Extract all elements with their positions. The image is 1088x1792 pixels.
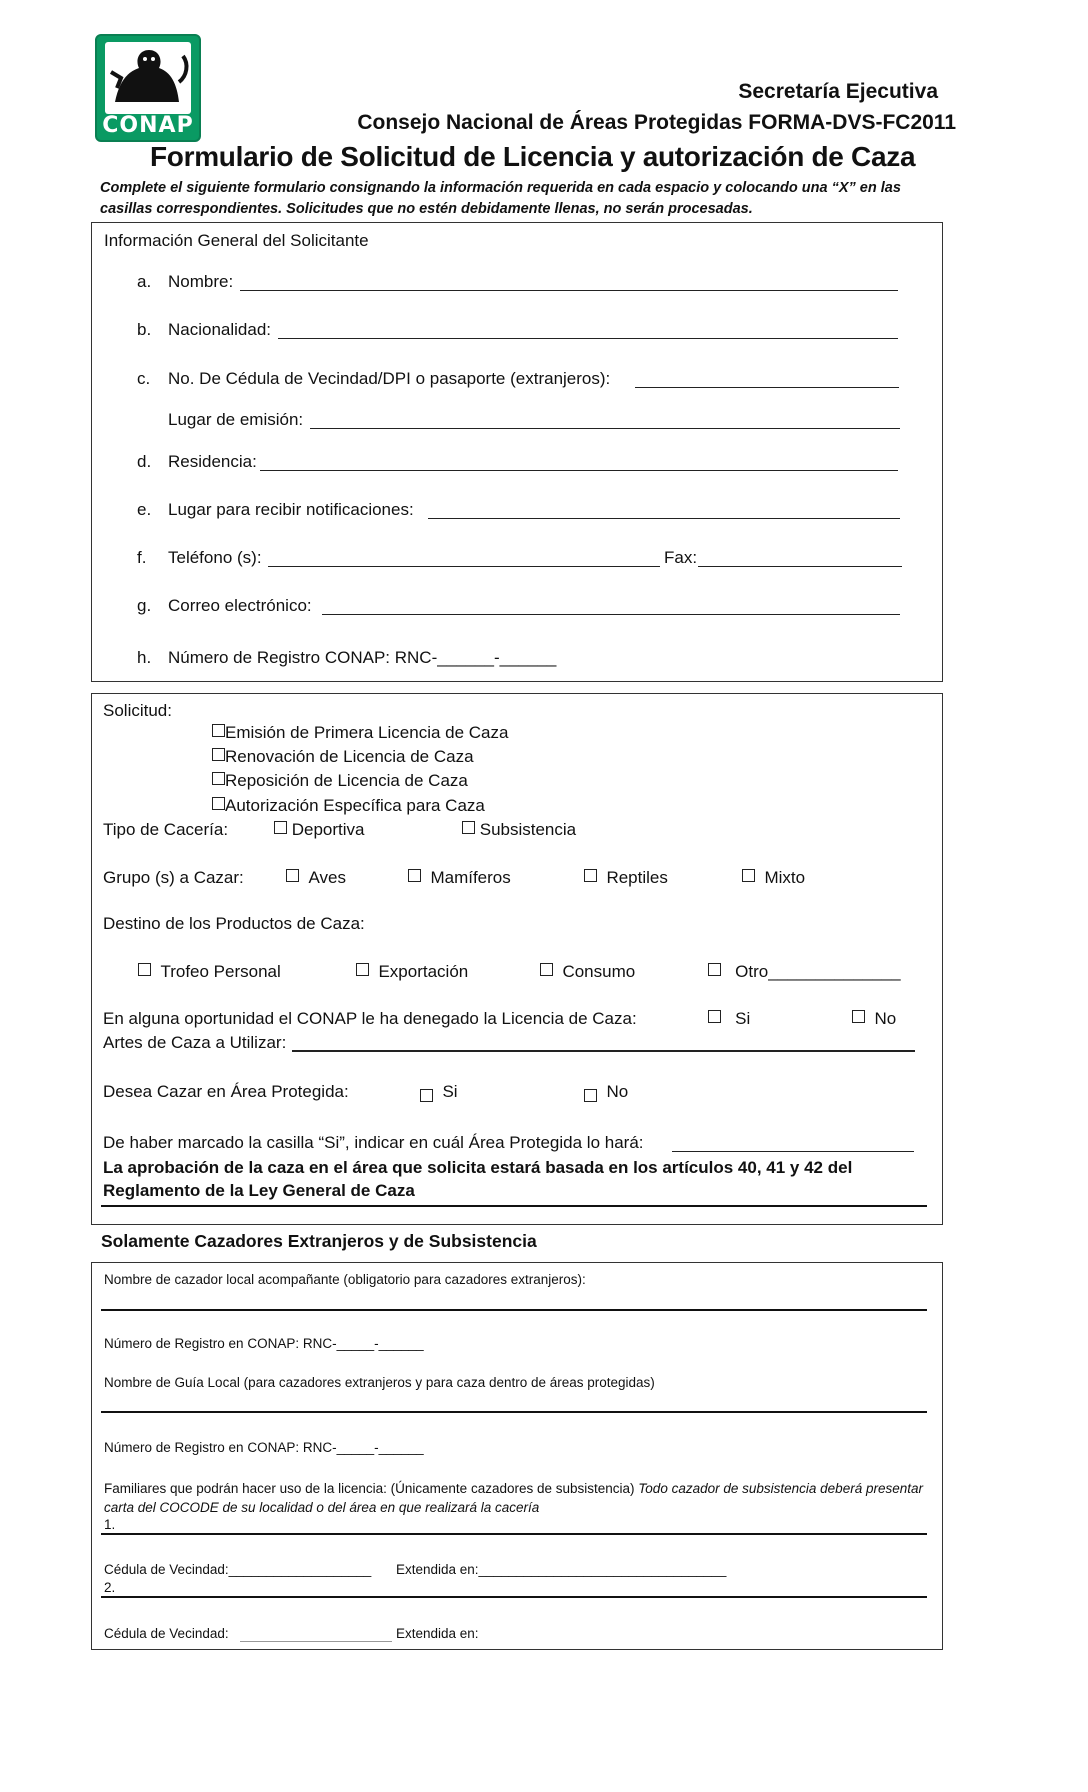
conap-logo xyxy=(95,34,201,142)
lugar-emision-label: Lugar de emisión: xyxy=(168,410,304,429)
aprobacion-note: La aprobación de la caza en el área que solicita estará basada en los artículos 40, 41 y 42 del Reglamento de la Ley General de Caza xyxy=(103,1158,853,1200)
item-a-letter: a. xyxy=(137,272,152,291)
familiares-paragraph xyxy=(104,1479,934,1517)
artes-caza-label: Artes de Caza a Utilizar: xyxy=(103,1033,287,1052)
telefono-label: Teléfono (s): xyxy=(168,548,262,567)
area-protegida-label: Desea Cazar en Área Protegida: xyxy=(103,1082,349,1101)
reposicion-label: Reposición de Licencia de Caza xyxy=(225,771,468,790)
checkbox-area-no[interactable] xyxy=(584,1089,597,1102)
cazador-local-field[interactable] xyxy=(101,1309,927,1311)
option-reptiles[interactable] xyxy=(584,868,668,888)
correo-field[interactable] xyxy=(322,614,900,615)
checkbox-aves[interactable] xyxy=(286,869,299,882)
artes-caza-field[interactable] xyxy=(292,1050,915,1052)
extendida-2-label: Extendida en: xyxy=(396,1626,479,1641)
aves-label: Aves xyxy=(308,868,346,887)
option-renovacion[interactable] xyxy=(212,747,474,767)
autorizacion-label: Autorización Específica para Caza xyxy=(225,796,485,815)
option-deportiva[interactable] xyxy=(274,820,365,840)
option-mamiferos[interactable] xyxy=(408,868,511,888)
item-d-letter: d. xyxy=(137,452,152,471)
checkbox-area-si[interactable] xyxy=(420,1089,433,1102)
mamiferos-label: Mamíferos xyxy=(430,868,511,887)
item-f-letter: f. xyxy=(137,548,147,567)
nombre-label: Nombre: xyxy=(168,272,234,291)
notificaciones-label: Lugar para recibir notificaciones: xyxy=(168,500,414,519)
notificaciones-field[interactable] xyxy=(428,518,900,519)
lugar-emision-field[interactable] xyxy=(310,428,900,429)
form-title: Formulario de Solicitud de Licencia y autorización de Caza xyxy=(150,141,916,172)
tipo-caceria-label: Tipo de Cacería: xyxy=(103,820,229,839)
checkbox-subsistencia[interactable] xyxy=(462,821,475,834)
familiares-label: Familiares que podrán hacer uso de la licencia: (Únicamente cazadores de subsistencia) xyxy=(104,1481,635,1496)
nacionalidad-label: Nacionalidad: xyxy=(168,320,272,339)
cedula-2-field[interactable] xyxy=(240,1641,392,1642)
primera-licencia-label: Emisión de Primera Licencia de Caza xyxy=(225,723,509,742)
renovacion-label: Renovación de Licencia de Caza xyxy=(225,747,474,766)
checkbox-primera-licencia[interactable] xyxy=(212,724,225,737)
denegado-si-label: Si xyxy=(735,1009,751,1028)
registro-conap-label: Número de Registro CONAP: RNC-______-______ xyxy=(168,648,557,667)
area-no-label: No xyxy=(606,1082,629,1101)
familiar-1-number: 1. xyxy=(104,1517,116,1532)
reptiles-label: Reptiles xyxy=(606,868,668,887)
extranjeros-heading: Solamente Cazadores Extranjeros y de Subsistencia xyxy=(101,1231,537,1251)
general-info-heading: Información General del Solicitante xyxy=(104,231,369,250)
item-h-letter: h. xyxy=(137,648,152,667)
item-c-letter: c. xyxy=(137,369,151,388)
guia-local-field[interactable] xyxy=(101,1411,927,1413)
extranjeros-box xyxy=(91,1262,943,1650)
residencia-label: Residencia: xyxy=(168,452,257,471)
checkbox-consumo[interactable] xyxy=(540,963,553,976)
familiares-note: Todo cazador de subsistencia deberá presentar carta del COCODE de su localidad o del área en que realizará la cacería xyxy=(104,1481,923,1515)
denegado-no-label: No xyxy=(874,1009,897,1028)
item-g-letter: g. xyxy=(137,596,152,615)
option-autorizacion[interactable] xyxy=(212,796,485,816)
residencia-field[interactable] xyxy=(260,470,898,471)
option-subsistencia[interactable] xyxy=(462,820,576,840)
secretaria-heading: Secretaría Ejecutiva xyxy=(738,80,938,103)
correo-label: Correo electrónico: xyxy=(168,596,312,615)
grupo-cazar-label: Grupo (s) a Cazar: xyxy=(103,868,244,887)
checkbox-reposicion[interactable] xyxy=(212,772,225,785)
area-si-label: Si xyxy=(442,1082,458,1101)
nacionalidad-field[interactable] xyxy=(278,338,898,339)
monkey-emblem-icon xyxy=(105,42,191,114)
checkbox-mixto[interactable] xyxy=(742,869,755,882)
checkbox-trofeo[interactable] xyxy=(138,963,151,976)
checkbox-deportiva[interactable] xyxy=(274,821,287,834)
option-area-no[interactable] xyxy=(584,1082,628,1102)
checkbox-otro[interactable] xyxy=(708,963,721,976)
option-mixto[interactable] xyxy=(742,868,805,888)
aprobacion-rule xyxy=(101,1205,927,1207)
option-area-si[interactable] xyxy=(420,1082,458,1102)
item-b-letter: b. xyxy=(137,320,152,339)
registro-conap-2: Número de Registro en CONAP: RNC-_____-______ xyxy=(104,1440,424,1455)
cedula-label: No. De Cédula de Vecindad/DPI o pasaporte (extranjeros): xyxy=(168,369,611,388)
option-denegado-no[interactable] xyxy=(852,1009,896,1029)
option-aves[interactable] xyxy=(286,868,346,888)
fax-label: Fax: xyxy=(664,548,698,567)
exportacion-label: Exportación xyxy=(378,962,469,981)
indicar-area-label: De haber marcado la casilla “Si”, indicar en cuál Área Protegida lo hará: xyxy=(103,1133,644,1152)
checkbox-renovacion[interactable] xyxy=(212,748,225,761)
indicar-area-field[interactable] xyxy=(672,1151,914,1152)
fax-field[interactable] xyxy=(698,566,902,567)
option-consumo[interactable] xyxy=(540,962,635,982)
trofeo-label: Trofeo Personal xyxy=(160,962,281,981)
subsistencia-label: Subsistencia xyxy=(479,820,577,839)
consejo-heading: Consejo Nacional de Áreas Protegidas FORMA-DVS-FC2011 xyxy=(357,111,956,134)
logo-text: CONAP xyxy=(102,113,194,138)
telefono-field[interactable] xyxy=(268,566,660,567)
otro-label: Otro______________ xyxy=(735,962,901,981)
checkbox-reptiles[interactable] xyxy=(584,869,597,882)
extendida-1-label: Extendida en:_________________________________ xyxy=(396,1562,727,1577)
solicitud-heading: Solicitud: xyxy=(103,701,172,720)
mixto-label: Mixto xyxy=(764,868,806,887)
deportiva-label: Deportiva xyxy=(291,820,365,839)
checkbox-denegado-si[interactable] xyxy=(708,1010,721,1023)
cazador-local-label: Nombre de cazador local acompañante (obligatorio para cazadores extranjeros): xyxy=(104,1272,586,1287)
option-primera-licencia[interactable] xyxy=(212,723,508,743)
checkbox-denegado-no[interactable] xyxy=(852,1010,865,1023)
familiar-2-number: 2. xyxy=(104,1580,116,1595)
option-denegado-si[interactable] xyxy=(708,1009,750,1029)
familiar-2-name-field[interactable] xyxy=(101,1596,927,1598)
form-instructions: Complete el siguiente formulario consignando la información requerida en cada espacio y colocando una “X” en las casillas correspondientes. Solicitudes que no estén debidamente llenas, no serán procesadas. xyxy=(100,180,901,217)
checkbox-exportacion[interactable] xyxy=(356,963,369,976)
checkbox-autorizacion[interactable] xyxy=(212,797,225,810)
guia-local-label: Nombre de Guía Local (para cazadores extranjeros y para caza dentro de áreas protegidas) xyxy=(104,1375,655,1390)
cedula-field[interactable] xyxy=(635,387,899,388)
familiar-1-name-field[interactable] xyxy=(101,1533,927,1535)
option-otro[interactable] xyxy=(708,962,901,982)
destino-label: Destino de los Productos de Caza: xyxy=(103,914,365,933)
option-trofeo[interactable] xyxy=(138,962,281,982)
option-reposicion[interactable] xyxy=(212,771,468,791)
denegado-label: En alguna oportunidad el CONAP le ha denegado la Licencia de Caza: xyxy=(103,1009,637,1028)
checkbox-mamiferos[interactable] xyxy=(408,869,421,882)
item-e-letter: e. xyxy=(137,500,152,519)
option-exportacion[interactable] xyxy=(356,962,468,982)
cedula-1-label: Cédula de Vecindad:___________________ xyxy=(104,1562,372,1577)
registro-conap-1: Número de Registro en CONAP: RNC-_____-______ xyxy=(104,1336,424,1351)
cedula-2-label: Cédula de Vecindad: xyxy=(104,1626,229,1641)
consumo-label: Consumo xyxy=(562,962,636,981)
nombre-field[interactable] xyxy=(240,290,898,291)
